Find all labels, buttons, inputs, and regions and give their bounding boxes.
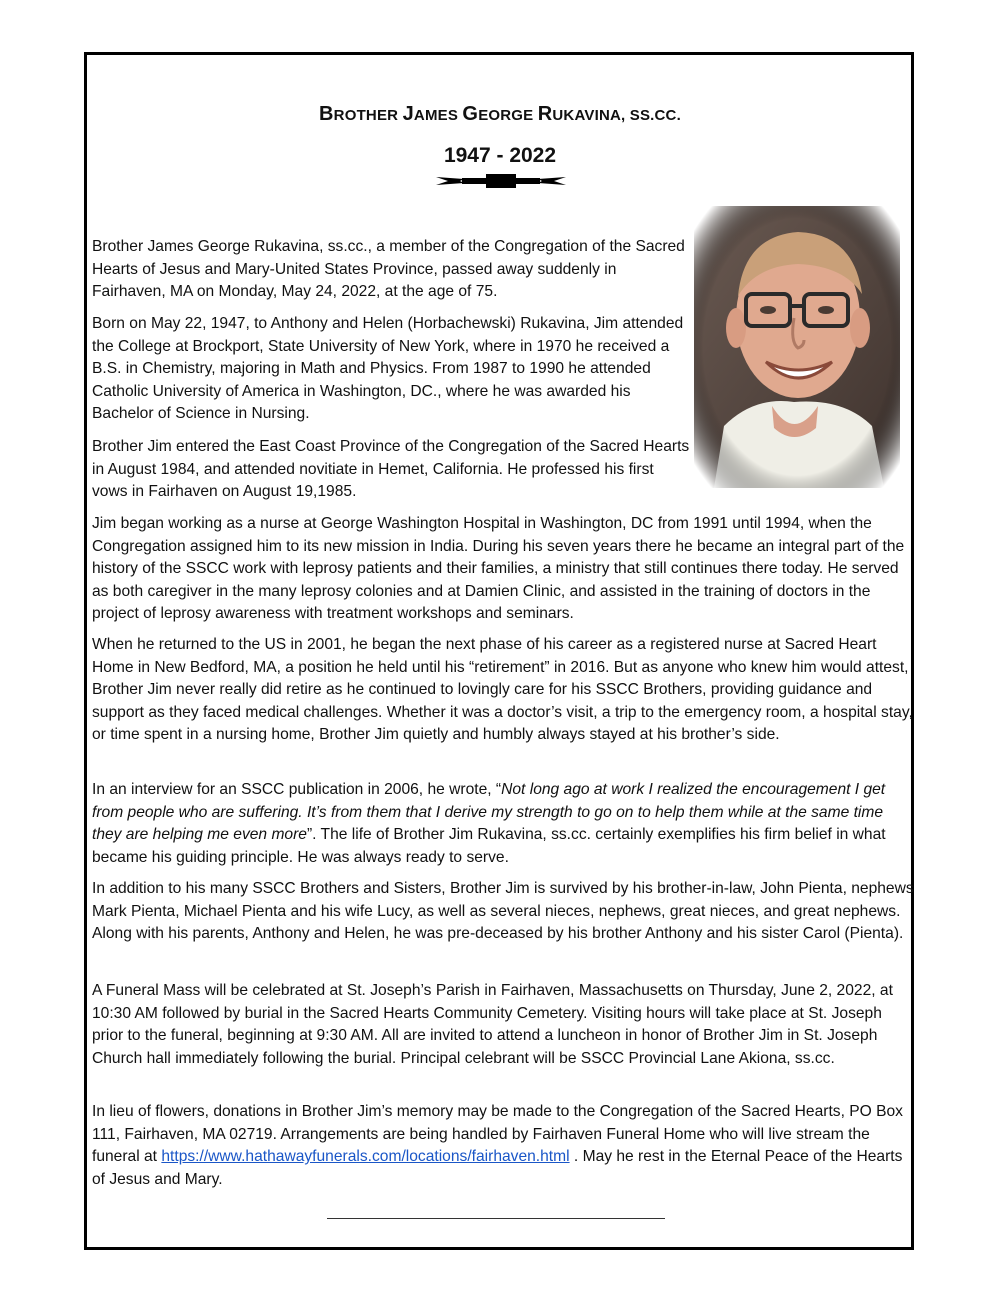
interview-quote-paragraph: In an interview for an SSCC publication in 2006, he wrote, “Not long ago at work I realized the encouragement I get from people who are suffering. It’s from them that I derive my strength to go on to help them while at the same time they are helping me even more”. The life of Brother Jim Rukavina, ss.cc. certainly exemplifies his firm belief in what became his guiding principle. He was always ready to serve. bbox=[92, 781, 886, 866]
survivors-paragraph: In addition to his many SSCC Brothers and Sisters, Brother Jim is survived by his brother-in-law, John Pienta, nephews Mark Pienta, Michael Pienta and his wife Lucy, as well as several nieces, nephews, great nieces, and great nephews. Along with his parents, Anthony and Helen, he was pre-deceased by his brother Anthony and his sister Carol (Pienta). bbox=[92, 880, 914, 943]
nursing-career-paragraph: When he returned to the US in 2001, he began the next phase of his career as a registered nurse at Sacred Heart Home in New Bedford, MA, a position he held until his “retirement” in 2016. But as anyone who knew him would attest, Brother Jim never really did retire as he continued to lovingly care for his SSCC Brothers, providing guidance and support as they faced medical challenges. Whether it was a doctor’s visit, a trip to the emergency room, a hospital stay, or time spent in a nursing home, Brother Jim quietly and humbly always stayed at his brother’s side. bbox=[92, 636, 913, 744]
portrait-photo bbox=[694, 206, 900, 488]
donations-paragraph: In lieu of flowers, donations in Brother Jim’s memory may be made to the Congregation of the Sacred Hearts, PO Box 111, Fairhaven, MA 02719. Arrangements are being handled by Fairhaven Funeral Home who will live stream the funeral at https://www.hathawayfunerals.com/locations/fairhaven.html . May he rest in the Eternal Peace of the Hearts of Jesus and Mary. bbox=[92, 1103, 903, 1188]
vows-paragraph: Brother Jim entered the East Coast Province of the Congregation of the Sacred Hearts in August 1984, and attended novitiate in Hemet, California. He professed his first vows in Fairhaven on August 19,1985. bbox=[92, 438, 690, 501]
funeral-mass-paragraph: A Funeral Mass will be celebrated at St. Joseph’s Parish in Fairhaven, Massachusetts on Thursday, June 2, 2022, at 10:30 AM followed by burial in the Sacred Hearts Community Cemetery. Visiting hours will take place at St. Joseph prior to the funeral, beginning at 9:30 AM. All are invited to attend a luncheon in honor of Brother Jim in St. Joseph Church hall immediately following the burial. Principal celebrant will be SSCC Provincial Lane Akiona, ss.cc. bbox=[92, 982, 893, 1067]
life-years: 1947 - 2022 bbox=[443, 144, 557, 167]
india-mission-paragraph: Jim began working as a nurse at George Washington Hospital in Washington, DC from 1991 until 1994, when the Congregation assigned him to its new mission in India. During his seven years there he became an integral part of the history of the SSCC work with leprosy patients and their families, a ministry that still continues there today. He served as both caregiver in the many leprosy colonies and at Damien Clinic, and assisted in the training of doctors in the project of leprosy awareness with treatment workshops and seminars. bbox=[92, 515, 905, 623]
funeral-home-link[interactable]: https://www.hathawayfunerals.com/locations/fairhaven.html bbox=[161, 1148, 570, 1166]
closing-divider bbox=[327, 1218, 665, 1219]
page-title: BROTHER JAMES GEORGE RUKAVINA, SS.CC. bbox=[319, 103, 681, 125]
intro-paragraph: Brother James George Rukavina, ss.cc., a member of the Congregation of the Sacred Hearts of Jesus and Mary-United States Province, passed away suddenly in Fairhaven, MA on Monday, May 24, 2022, at the age of 75. bbox=[92, 238, 685, 301]
education-paragraph: Born on May 22, 1947, to Anthony and Helen (Horbachewski) Rukavina, Jim attended the College at Brockport, State University of New York, where in 1970 he received a B.S. in Chemistry, majoring in Math and Physics. From 1987 to 1990 he attended Catholic University of America in Washington, DC., where he was awarded his Bachelor of Science in Nursing. bbox=[92, 315, 684, 423]
interview-quote: Not long ago at work I realized the encouragement I get from people who are suffering. It’s from them that I derive my strength to go on to help them while at the same time they are helping me even more bbox=[92, 781, 886, 844]
ribbon-banner-icon bbox=[436, 173, 566, 189]
